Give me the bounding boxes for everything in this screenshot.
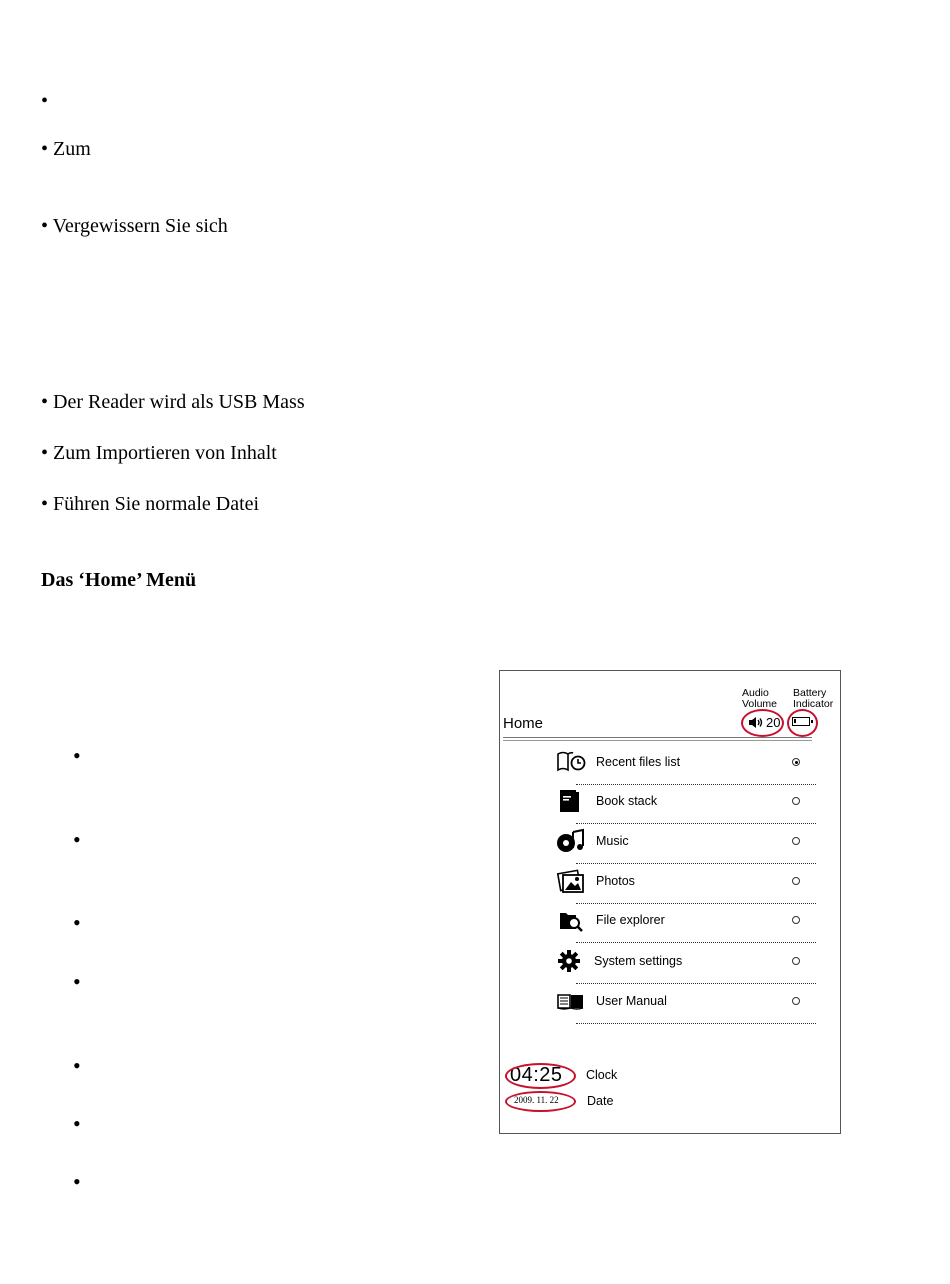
clock-highlight-ring [505, 1063, 576, 1089]
battery-label-line2: Indicator [793, 698, 834, 710]
list-bullet: • [73, 1111, 81, 1136]
menu-item-system-settings[interactable] [556, 944, 816, 984]
menu-separator [576, 1023, 816, 1024]
audio-label [742, 688, 777, 710]
gear-icon [556, 948, 586, 974]
home-screen-figure [499, 670, 841, 1134]
list-bullet: • [73, 910, 81, 935]
battery-label [793, 688, 833, 710]
header-divider-secondary [503, 740, 812, 741]
bullet-paragraph-1: • [41, 90, 49, 112]
menu-item-label: File explorer [596, 913, 665, 927]
radio-unselected[interactable] [792, 877, 800, 885]
audio-label-line2: Volume [742, 698, 778, 710]
menu-item-label: Music [596, 834, 629, 848]
battery-highlight-ring [787, 709, 818, 737]
section-heading: Das ‘Home’ Menü [41, 569, 197, 591]
clock-caption: Clock [586, 1068, 618, 1082]
battery-label-line1: Battery [793, 687, 827, 699]
menu-item-label: System settings [594, 954, 683, 968]
menu-item-user-manual[interactable] [556, 984, 816, 1024]
list-bullet: • [73, 1169, 81, 1194]
menu-item-music[interactable] [556, 824, 816, 864]
user-manual-icon [556, 988, 586, 1014]
home-title: Home [503, 715, 544, 732]
date-highlight-ring [505, 1091, 576, 1112]
menu-item-recent-files[interactable] [556, 745, 816, 785]
bullet-paragraph-4: • Der Reader wird als USB Mass [41, 391, 305, 413]
radio-unselected[interactable] [792, 957, 800, 965]
menu-item-photos[interactable] [556, 864, 816, 904]
radio-unselected[interactable] [792, 916, 800, 924]
photos-icon [556, 868, 586, 894]
radio-unselected[interactable] [792, 797, 800, 805]
header-divider [503, 737, 812, 738]
book-stack-icon [556, 788, 586, 814]
file-explorer-icon [556, 907, 586, 933]
bullet-paragraph-2: • Zum [41, 138, 91, 160]
radio-unselected[interactable] [792, 997, 800, 1005]
list-bullet: • [73, 743, 81, 768]
menu-item-label: Recent files list [596, 755, 681, 769]
date-value: 2009. 11. 22 [514, 1095, 559, 1105]
menu-separator [576, 942, 816, 943]
radio-selected[interactable] [792, 758, 800, 766]
menu-item-label: Photos [596, 874, 635, 888]
list-bullet: • [73, 1053, 81, 1078]
audio-label-line1: Audio [742, 687, 769, 699]
date-caption: Date [587, 1094, 614, 1108]
volume-value: 20 [766, 715, 781, 730]
menu-item-file-explorer[interactable] [556, 903, 816, 943]
menu-item-label: Book stack [596, 794, 658, 808]
menu-item-book-stack[interactable] [556, 784, 816, 824]
list-bullet: • [73, 969, 81, 994]
menu-item-label: User Manual [596, 994, 667, 1008]
audio-highlight-ring [741, 709, 784, 737]
list-bullet: • [73, 827, 81, 852]
recent-files-icon [556, 749, 586, 775]
clock-value: 04:25 [510, 1064, 563, 1086]
radio-unselected[interactable] [792, 837, 800, 845]
music-icon [556, 828, 586, 854]
bullet-paragraph-3: • Vergewissern Sie sich [41, 215, 228, 237]
bullet-paragraph-5: • Zum Importieren von Inhalt [41, 442, 277, 464]
bullet-paragraph-6: • Führen Sie normale Datei [41, 493, 260, 515]
